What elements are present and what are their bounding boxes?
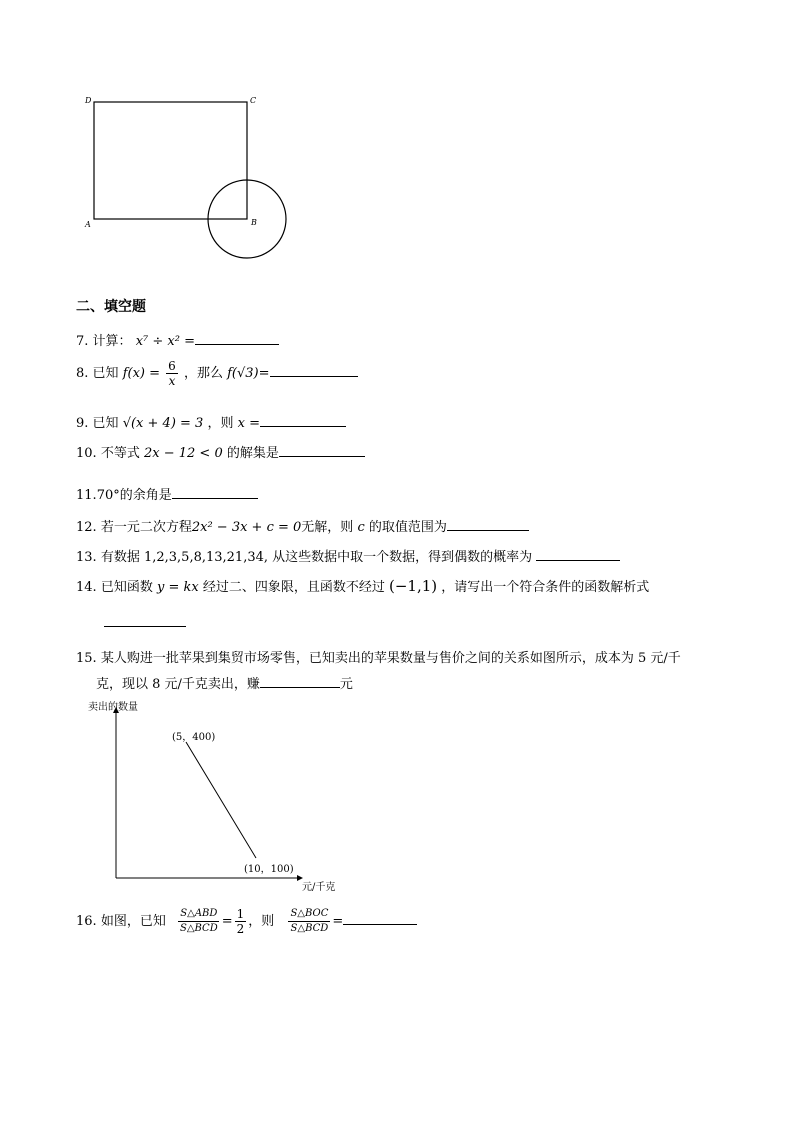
q14-expr: y = kx bbox=[156, 580, 199, 595]
q14-point: (−1,1) bbox=[389, 577, 438, 595]
q12-text-mid: 无解，则 bbox=[301, 520, 354, 535]
q12-var: c bbox=[357, 520, 365, 535]
q16-eq2: = bbox=[332, 914, 344, 929]
q11-text: 70°的余角是 bbox=[96, 488, 172, 503]
q8-fdef: f(x) = bbox=[122, 366, 161, 381]
question-8 bbox=[76, 356, 358, 392]
q10-expr: 2x − 12 < 0 bbox=[143, 446, 223, 461]
question-16 bbox=[76, 902, 417, 942]
q11-number: 11. bbox=[76, 488, 97, 503]
q9-number: 9. bbox=[76, 416, 89, 431]
q16-text: 如图，已知 bbox=[100, 914, 166, 929]
q12-text-after: 的取值范围为 bbox=[368, 520, 447, 535]
question-14 bbox=[76, 577, 649, 597]
y-axis-label: 卖出的数量 bbox=[88, 702, 138, 713]
q9-answer-blank[interactable] bbox=[260, 412, 346, 427]
question-15-line2 bbox=[96, 673, 353, 694]
question-10 bbox=[76, 442, 365, 463]
q14-text: 已知函数 bbox=[100, 580, 153, 595]
point-label-start: (5，400) bbox=[172, 732, 216, 743]
label-d: D bbox=[85, 96, 92, 105]
question-12 bbox=[76, 516, 529, 537]
q13-text: 有数据 1,2,3,5,8,13,21,34, 从这些数据中取一个数据，得到偶数的概率为 bbox=[100, 550, 533, 565]
q7-answer-blank[interactable] bbox=[195, 330, 279, 345]
q8-fraction bbox=[166, 359, 178, 388]
q15-line2-text: 克，现以 8 元/千克卖出，赚 bbox=[96, 677, 260, 692]
q12-answer-blank[interactable] bbox=[447, 516, 529, 531]
q15-line1: 某人购进一批苹果到集贸市场零售，已知卖出的苹果数量与售价之间的关系如图所示，成本为 5 元/千 bbox=[100, 651, 681, 666]
q13-answer-blank[interactable] bbox=[536, 546, 620, 561]
label-a: A bbox=[85, 220, 91, 229]
label-b: B bbox=[251, 218, 257, 227]
q13-number: 13. bbox=[76, 550, 97, 565]
question-11 bbox=[76, 484, 258, 505]
rectangle-abcd bbox=[94, 102, 247, 219]
q16-text-mid: ，则 bbox=[248, 914, 275, 929]
q10-number: 10. bbox=[76, 446, 97, 461]
q7-expr: x⁷ ÷ x² = bbox=[135, 334, 195, 349]
q7-number: 7. bbox=[76, 334, 89, 349]
q16-eq: = bbox=[221, 914, 233, 929]
q14-text-mid: 经过二、四象限，且函数不经过 bbox=[202, 580, 385, 595]
q16-number: 16. bbox=[76, 914, 97, 929]
q16-half-den: 2 bbox=[236, 922, 245, 936]
q8-feval: f(√3)= bbox=[227, 366, 270, 381]
q9-expr: √(x + 4) = 3 bbox=[122, 416, 204, 431]
q10-answer-blank[interactable] bbox=[279, 442, 365, 457]
series-line bbox=[186, 742, 256, 858]
q11-answer-blank[interactable] bbox=[172, 484, 258, 499]
q8-answer-blank[interactable] bbox=[270, 362, 358, 377]
section-title: 二、填空题 bbox=[76, 299, 146, 315]
question-15 bbox=[76, 650, 681, 668]
q15-number: 15. bbox=[76, 651, 97, 666]
question-9 bbox=[76, 412, 346, 433]
q16-half-num: 1 bbox=[236, 907, 245, 921]
q15-answer-blank[interactable] bbox=[260, 673, 340, 688]
q16-frac1-den: S△BCD bbox=[179, 923, 218, 934]
q9-text-mid: ，则 bbox=[207, 416, 234, 431]
q16-frac2-den: S△BCD bbox=[290, 923, 329, 934]
q9-text: 已知 bbox=[92, 416, 119, 431]
q16-fraction-1 bbox=[178, 907, 220, 936]
x-axis-label: 元/千克 bbox=[302, 882, 336, 893]
q12-text: 若一元二次方程 bbox=[100, 520, 192, 535]
q12-number: 12. bbox=[76, 520, 97, 535]
q10-text-after: 的解集是 bbox=[226, 446, 279, 461]
q8-number: 8. bbox=[76, 366, 89, 381]
q14-text-after: ，请写出一个符合条件的函数解析式 bbox=[441, 580, 650, 595]
q9-expr2: x = bbox=[237, 416, 260, 431]
point-label-end: (10，100) bbox=[244, 864, 294, 875]
q15-line2-after: 元 bbox=[339, 677, 353, 692]
q14-answer-blank[interactable] bbox=[104, 626, 186, 627]
q8-frac-num: 6 bbox=[168, 359, 176, 373]
label-c: C bbox=[250, 96, 257, 105]
q8-frac-den: x bbox=[168, 374, 176, 388]
q16-frac2-num: S△BOC bbox=[288, 907, 330, 922]
q16-answer-blank[interactable] bbox=[343, 910, 417, 925]
q10-text: 不等式 bbox=[100, 446, 140, 461]
q12-expr: 2x² − 3x + c = 0 bbox=[191, 520, 302, 535]
q8-text: 已知 bbox=[92, 366, 119, 381]
q16-half bbox=[235, 907, 247, 936]
q14-number: 14. bbox=[76, 580, 97, 595]
q16-frac1-num: S△ABD bbox=[178, 907, 219, 922]
q8-text-mid: ，那么 bbox=[183, 366, 223, 381]
rectangle-circle-figure bbox=[80, 92, 300, 264]
question-13 bbox=[76, 546, 620, 567]
q16-fraction-2 bbox=[288, 907, 330, 936]
question-7 bbox=[76, 330, 279, 351]
q7-text: 计算： bbox=[92, 334, 132, 349]
q15-chart bbox=[80, 698, 380, 894]
